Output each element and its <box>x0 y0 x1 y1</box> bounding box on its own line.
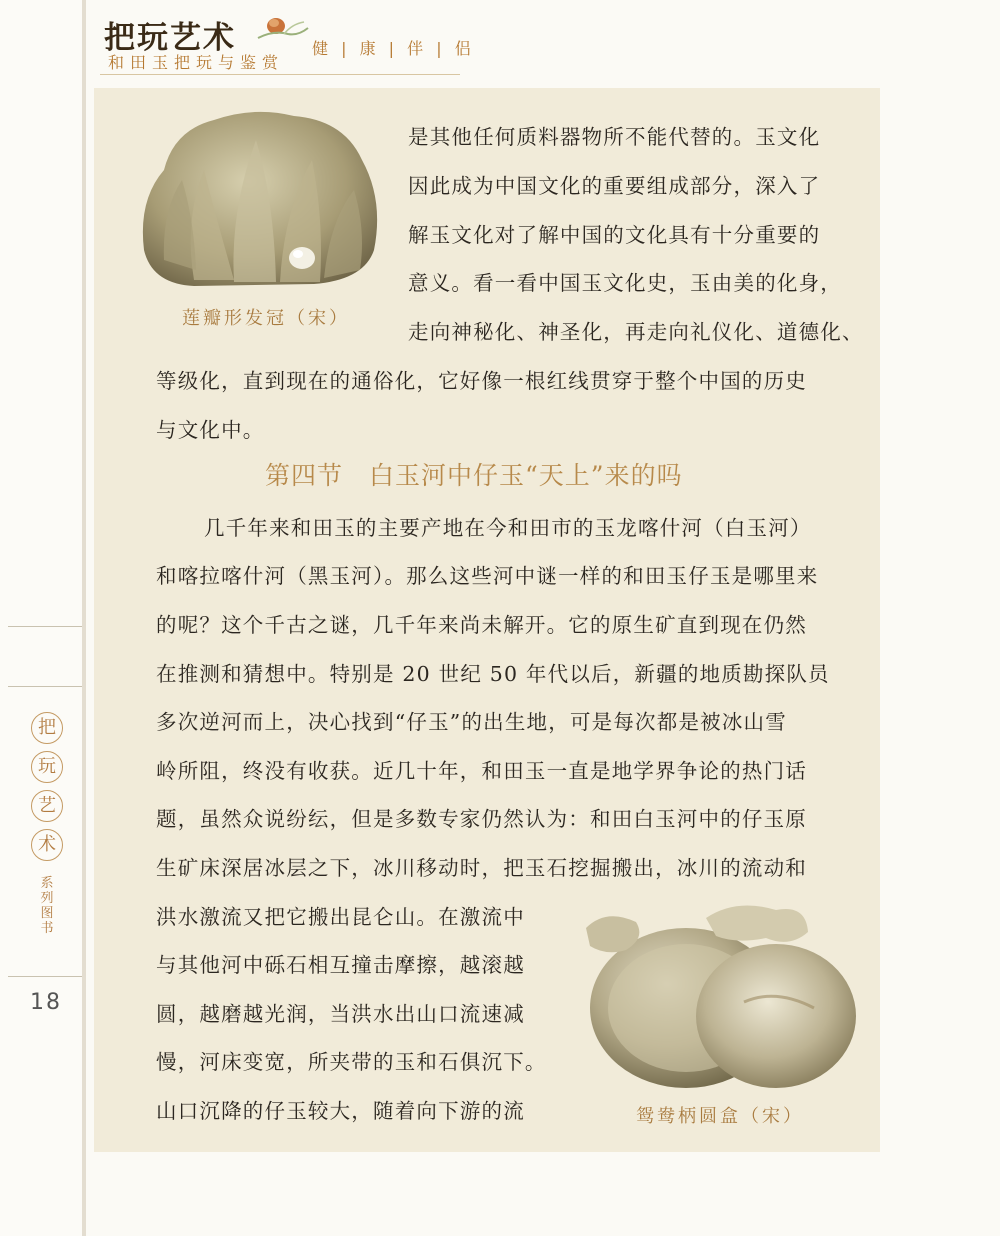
section-title: 第四节 白玉河中仔玉“天上”来的吗 <box>265 461 683 490</box>
text-line: 解玉文化对了解中国的文化具有十分重要的 <box>408 223 821 247</box>
text-line: 与其他河中砾石相互撞击摩擦，越滚越 <box>156 953 525 977</box>
text-line: 生矿床深居冰层之下，冰川移动时，把玉石挖掘搬出，冰川的流动和 <box>156 856 807 880</box>
text-line: 是其他任何质料器物所不能代替的。玉文化 <box>408 125 821 149</box>
text-line: 多次逆河而上，决心找到“仔玉”的出生地，可是每次都是被冰山雪 <box>156 710 787 734</box>
series-char: 玩 <box>31 751 63 783</box>
text-line: 几千年来和田玉的主要产地在今和田市的玉龙喀什河（白玉河） <box>204 516 812 540</box>
text-line: 题，虽然众说纷纭，但是多数专家仍然认为：和田白玉河中的仔玉原 <box>156 807 807 831</box>
text-line: 等级化，直到现在的通俗化，它好像一根红线贯穿于整个中国的历史 <box>156 369 807 393</box>
text-line: 洪水激流又把它搬出昆仑山。在激流中 <box>156 905 525 929</box>
series-char: 把 <box>31 712 63 744</box>
text-line: 的呢？这个千古之谜，几千年来尚未解开。它的原生矿直到现在仍然 <box>156 613 807 637</box>
sidebar-divider <box>8 976 82 977</box>
text-line: 意义。看一看中国玉文化史，玉由美的化身， <box>408 271 842 295</box>
text-line: 山口沉降的仔玉较大，随着向下游的流 <box>156 1099 525 1123</box>
text-line: 与文化中。 <box>156 418 265 442</box>
sidebar-divider <box>8 686 82 687</box>
series-char: 术 <box>31 829 63 861</box>
header-title: 把玩艺术 <box>104 20 236 56</box>
header-subtitle: 和田玉把玩与鉴赏 <box>108 53 285 72</box>
text-line: 和喀拉喀什河（黑玉河）。那么这些河中谜一样的和田玉仔玉是哪里来 <box>156 564 819 588</box>
lotus-crown-image <box>134 100 386 300</box>
figure-caption: 鸳鸯柄圆盒（宋） <box>636 1106 804 1127</box>
flower-icon <box>254 4 310 44</box>
series-label: 系列图书 <box>40 876 54 936</box>
left-margin <box>0 0 82 1236</box>
figure-caption: 莲瓣形发冠（宋） <box>182 308 350 329</box>
duck-box-image <box>576 898 864 1092</box>
header-underline <box>100 74 460 75</box>
text-line: 因此成为中国文化的重要组成部分，深入了 <box>408 174 821 198</box>
text-line: 圆，越磨越光润，当洪水出山口流速减 <box>156 1002 525 1026</box>
text-line: 走向神秘化、神圣化，再走向礼仪化、道德化、 <box>408 320 864 344</box>
text-line: 岭所阻，终没有收获。近几十年，和田玉一直是地学界争论的热门话 <box>156 759 807 783</box>
header-tagline: 健 | 康 | 伴 | 侣 <box>312 39 475 58</box>
sidebar-divider <box>8 626 82 627</box>
left-margin-rule <box>82 0 86 1236</box>
page-number: 18 <box>30 990 62 1015</box>
text-line: 慢，河床变宽，所夹带的玉和石俱沉下。 <box>156 1050 547 1074</box>
text-line: 在推测和猜想中。特别是 20 世纪 50 年代以后，新疆的地质勘探队员 <box>156 662 830 686</box>
series-char: 艺 <box>31 790 63 822</box>
